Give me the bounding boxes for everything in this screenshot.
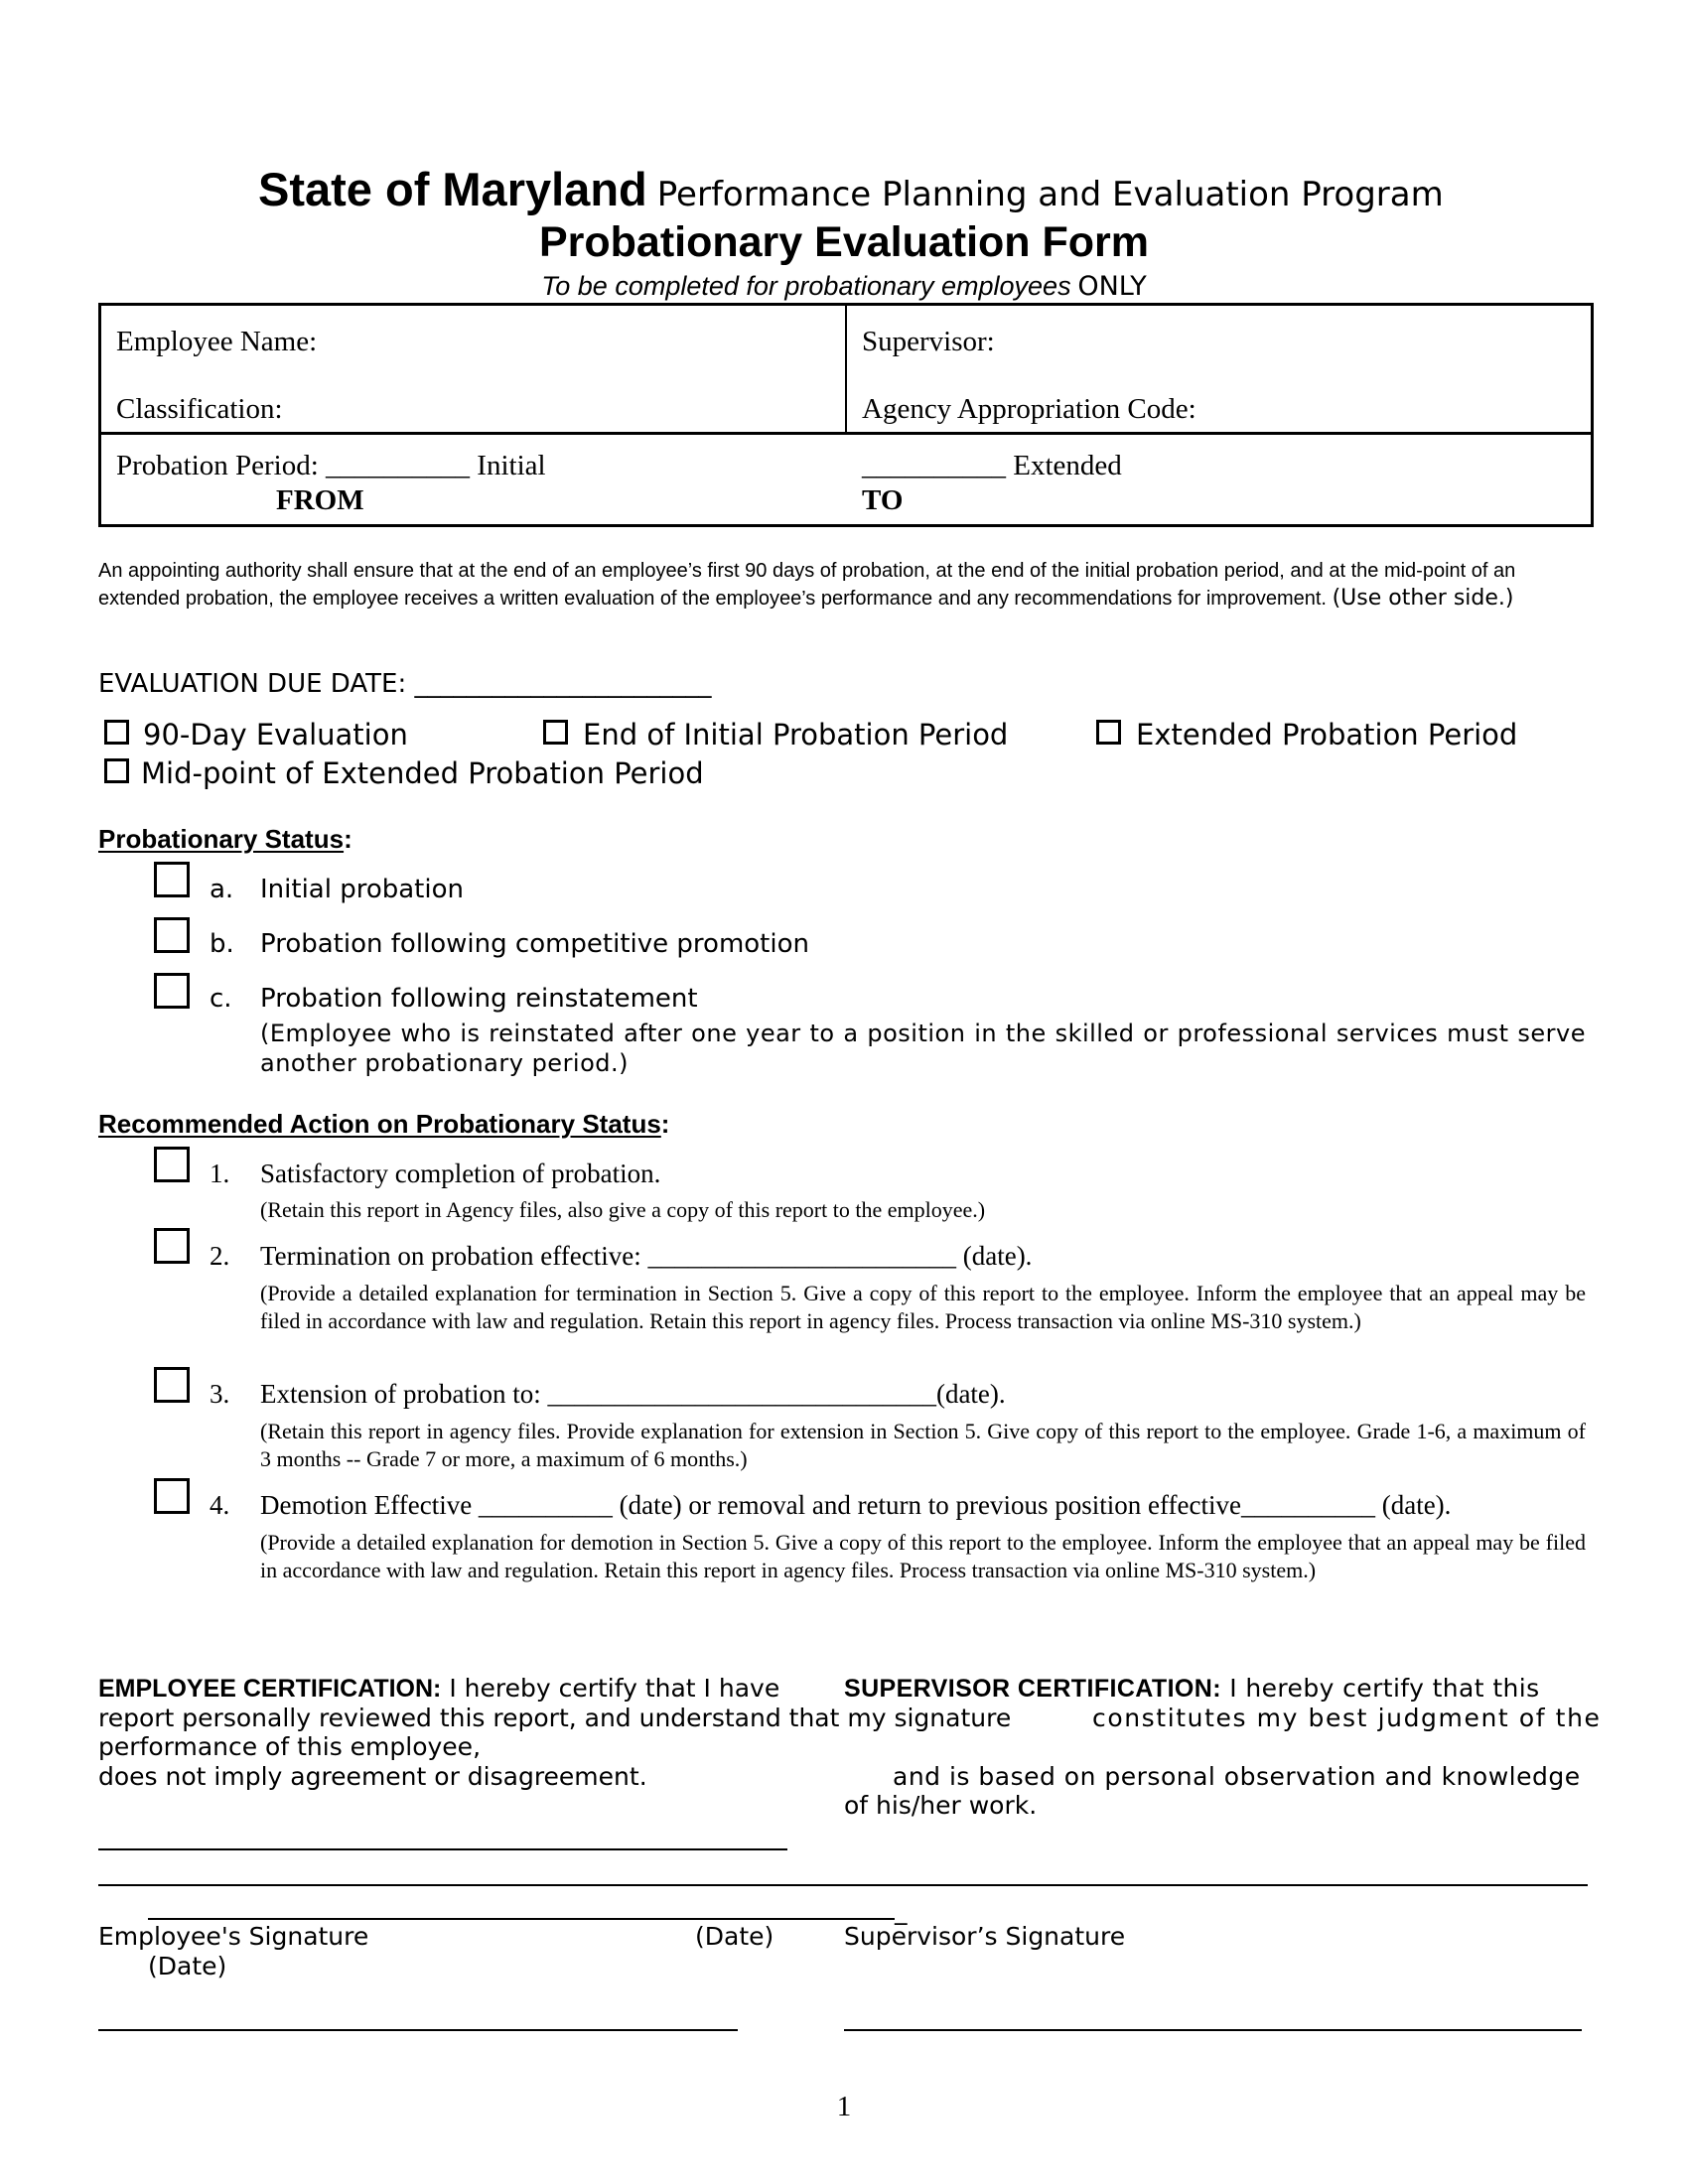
program-name: Performance Planning and Evaluation Program	[656, 175, 1444, 214]
action-note-2: (Provide a detailed explanation for termination in Section 5. Give a copy of this report to the employee. Inform the employee that an appeal may be filed in accordance with law and regulation. Retain this report in agency files. Process transaction via online MS-310 system.)	[260, 1281, 1586, 1333]
action-checkbox-3[interactable]	[154, 1367, 190, 1403]
from-label: FROM	[276, 484, 364, 516]
box-vertical-divider	[845, 306, 847, 432]
form-subtitle: To be completed for probationary employees ONLY	[541, 271, 1147, 302]
employee-signature-line[interactable]	[148, 1918, 895, 1920]
status-letter-a: a.	[210, 875, 234, 904]
action-note-4: (Provide a detailed explanation for demotion in Section 5. Give a copy of this report to the employee. Inform the employee that an appeal may be filed in accordance with law and regulation. Retain this report in agency files. Process transaction via online MS-310 system.)	[260, 1530, 1586, 1582]
to-label: TO	[862, 484, 904, 516]
action-number-1: 1.	[210, 1159, 230, 1188]
supervisor-signature-label: Supervisor’s Signature	[844, 1922, 1126, 1951]
signature-trailing-mark: _	[895, 1896, 908, 1925]
option-extended-label: Extended Probation Period	[1136, 718, 1518, 751]
probation-period-field[interactable]: Probation Period: __________ Initial	[116, 450, 546, 481]
employee-date-label: (Date)	[695, 1922, 774, 1951]
checkbox-end-initial[interactable]	[543, 720, 568, 745]
action-note-1: (Retain this report in Agency files, also give a copy of this report to the employee.)	[260, 1197, 986, 1222]
action-number-4: 4.	[210, 1490, 230, 1520]
signature-rule-1	[98, 1848, 787, 1850]
status-letter-b: b.	[210, 929, 234, 959]
extended-field[interactable]: __________ Extended	[862, 450, 1122, 481]
action-label-4: Demotion Effective __________ (date) or removal and return to previous position effective__________ (date).	[260, 1490, 1452, 1520]
supervisor-certification-line-1: SUPERVISOR CERTIFICATION: I hereby certify that this	[844, 1674, 1540, 1703]
box-horizontal-divider	[101, 432, 1591, 435]
status-label-c: Probation following reinstatement	[260, 984, 698, 1014]
supervisor-date-line[interactable]	[844, 2029, 1582, 2031]
status-checkbox-a[interactable]	[154, 862, 190, 897]
action-number-3: 3.	[210, 1379, 230, 1409]
checkbox-midpoint[interactable]	[104, 758, 129, 783]
state-name: State of Maryland	[258, 163, 647, 215]
action-checkbox-1[interactable]	[154, 1147, 190, 1182]
supervisor-signature-line[interactable]	[98, 2029, 738, 2031]
action-number-2: 2.	[210, 1241, 230, 1271]
action-note-3: (Retain this report in agency files. Provide explanation for extension in Section 5. Give copy of this report to the employee. Grade 1-6, a maximum of 3 months -- Grade 7 or more, a maximum of 6 months.)	[260, 1419, 1586, 1471]
employee-info-box	[98, 303, 1594, 527]
status-checkbox-c[interactable]	[154, 973, 190, 1009]
supervisor-certification-label: SUPERVISOR CERTIFICATION:	[844, 1675, 1221, 1703]
employee-name-field[interactable]: Employee Name:	[116, 326, 318, 357]
classification-field[interactable]: Classification:	[116, 393, 283, 425]
action-checkbox-4[interactable]	[154, 1478, 190, 1514]
status-note: (Employee who is reinstated after one year to a position in the skilled or professional services must serve another probationary period.)	[260, 1020, 1586, 1077]
employee-certification-label: EMPLOYEE CERTIFICATION:	[98, 1675, 442, 1703]
action-label-3: Extension of probation to: _____________________________(date).	[260, 1379, 1006, 1409]
option-end-initial-label: End of Initial Probation Period	[583, 718, 1009, 751]
evaluation-due-date[interactable]: EVALUATION DUE DATE: _______________________	[98, 669, 712, 699]
checkbox-90-day[interactable]	[104, 720, 129, 745]
employee-certification-line-1: EMPLOYEE CERTIFICATION: I hereby certify that I have	[98, 1674, 780, 1703]
checkbox-extended[interactable]	[1096, 720, 1121, 745]
form-title: Probationary Evaluation Form	[538, 218, 1150, 266]
status-label-a: Initial probation	[260, 875, 464, 904]
intro-paragraph: An appointing authority shall ensure that at the end of an employee’s first 90 days of probation, at the end of the initial probation period, and at the mid-point of an extended probation, the employee receives a written evaluation of the employee’s performance and any recommendations for improvement. (Use other side.)	[98, 560, 1516, 611]
employee-certification-line-2: report personally reviewed this report, and understand that my signature	[98, 1704, 1012, 1732]
supervisor-certification-line-4: of his/her work.	[844, 1791, 1038, 1820]
action-label-1: Satisfactory completion of probation.	[260, 1159, 661, 1188]
page-title	[258, 162, 1444, 216]
status-label-b: Probation following competitive promotion	[260, 929, 809, 959]
status-checkbox-b[interactable]	[154, 917, 190, 953]
action-checkbox-2[interactable]	[154, 1228, 190, 1264]
option-midpoint-label: Mid-point of Extended Probation Period	[141, 756, 704, 790]
employee-signature-label: Employee's Signature	[98, 1922, 369, 1951]
page-number: 1	[836, 2091, 852, 2122]
employee-certification-line-4: does not imply agreement or disagreement.	[98, 1762, 647, 1791]
signature-rule-2	[98, 1884, 1588, 1886]
supervisor-certification-line-2: constitutes my best judgment of the	[1092, 1704, 1602, 1732]
employee-certification-line-3: performance of this employee,	[98, 1732, 482, 1761]
option-90-day-label: 90-Day Evaluation	[143, 718, 408, 751]
recommended-action-heading: Recommended Action on Probationary Status:	[98, 1109, 670, 1139]
probationary-status-heading: Probationary Status:	[98, 824, 352, 854]
supervisor-field[interactable]: Supervisor:	[862, 326, 995, 357]
supervisor-date-label: (Date)	[148, 1952, 227, 1980]
agency-code-field[interactable]: Agency Appropriation Code:	[862, 393, 1196, 425]
status-letter-c: c.	[210, 984, 232, 1014]
action-label-2: Termination on probation effective: _______________________ (date).	[260, 1241, 1033, 1271]
supervisor-certification-line-3: and is based on personal observation and knowledge	[893, 1762, 1581, 1791]
